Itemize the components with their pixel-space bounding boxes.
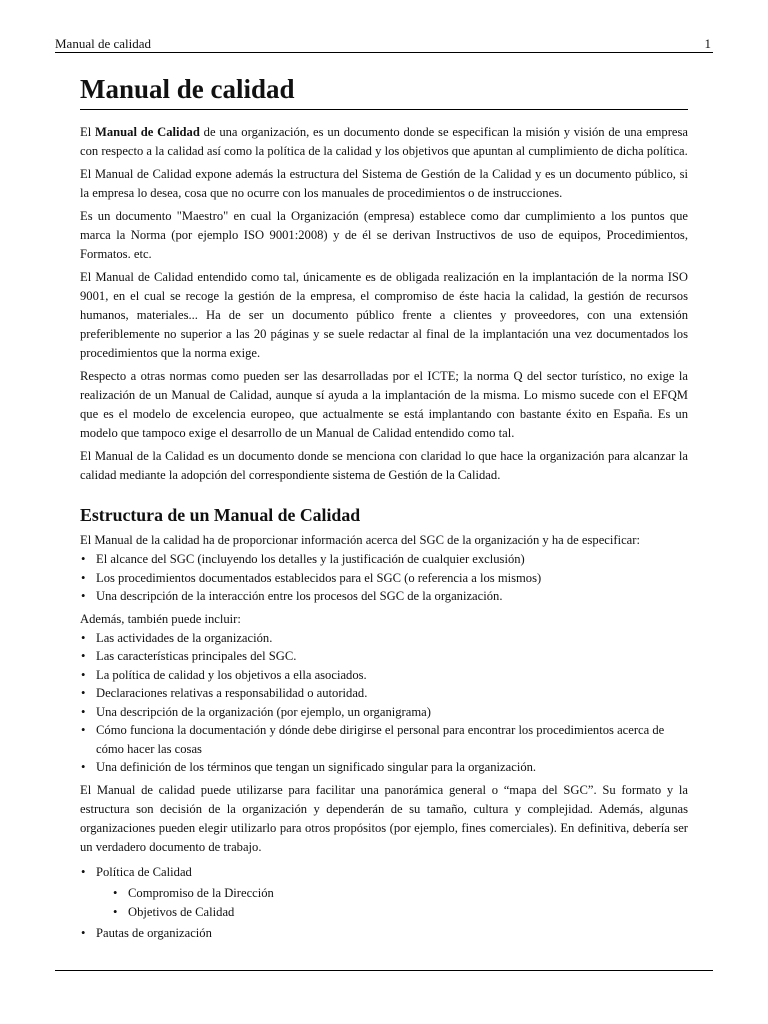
list-item: • Una descripción de la interacción entre los procesos del SGC de la organización.	[80, 587, 688, 606]
list-item: • La política de calidad y los objetivos a ella asociados.	[80, 666, 688, 685]
outline-item	[80, 863, 688, 922]
list-item: • Una descripción de la organización (por ejemplo, un organigrama)	[80, 703, 688, 722]
article-body	[80, 123, 688, 485]
article-title: Manual de calidad	[80, 72, 688, 110]
outline-subitem: • Objetivos de Calidad	[96, 903, 688, 922]
outline-sublist	[96, 884, 688, 921]
optional-list	[80, 629, 688, 777]
header-rule	[55, 52, 713, 53]
running-header-title: Manual de calidad	[55, 36, 152, 51]
paragraph: Es un documento "Maestro" en cual la Organización (empresa) establece como dar cumplimiento a los puntos que marca la Norma (por ejemplo ISO 9001:2008) y de él se derivan Instructivos de uso de equipos, Procedimientos, Formatos. etc.	[80, 209, 688, 261]
paragraph: Respecto a otras normas como pueden ser las desarrolladas por el ICTE; la norma Q del sector turístico, no exige la realización de un Manual de Calidad, aunque sí ayuda a la implantación de la misma. Lo mismo sucede con el EFQM que es el modelo de excelencia europeo, que actualmente se está implantando con bastante éxito en España. Es un modelo que tampoco exige el desarrollo de un Manual de Calidad entendido como tal.	[80, 369, 688, 440]
outline-item-label: Política de Calidad	[96, 864, 192, 879]
list-item: • Las características principales del SGC.	[80, 647, 688, 666]
outline-item: • Pautas de organización	[80, 924, 688, 943]
footer-rule	[55, 970, 713, 971]
list-item: • Las actividades de la organización.	[80, 629, 688, 648]
outline-list	[80, 863, 688, 943]
list-item: • Declaraciones relativas a responsabilidad o autoridad.	[80, 684, 688, 703]
page-content	[80, 72, 688, 947]
required-list	[80, 550, 688, 606]
outline-subitem: • Compromiso de la Dirección	[96, 884, 688, 903]
optional-intro: Además, también puede incluir:	[80, 611, 241, 626]
running-header	[55, 36, 713, 52]
closing-paragraph: El Manual de calidad puede utilizarse para facilitar una panorámica general o “mapa del SGC”. Su formato y la estructura son decisión de la organización y dependerán de su tamaño, cultura y complejidad. Además, algunas organizaciones pueden elegir utilizarlo para otros propósitos (por ejemplo, fines comerciales). En definitiva, debería ser un verdadero documento de trabajo.	[80, 782, 688, 854]
list-item: • Una definición de los términos que tengan un significado singular para la organización.	[80, 758, 688, 777]
intro-bold-term: Manual de Calidad	[94, 125, 200, 139]
paragraph: El Manual de Calidad entendido como tal, únicamente es de obligada realización en la implantación de la norma ISO 9001, en el cual se recoge la gestión de la empresa, el compromiso de éste hacia la calidad, la gestión de recursos humanos, materiales... Ha de ser un documento público frente a clientes y proveedores, con una extensión preferiblemente no superior a las 20 páginas y se suele redactar al final de la implantación una vez documentados los procedimientos que la norma exige.	[80, 270, 688, 360]
paragraph: El Manual de la Calidad es un documento donde se menciona con claridad lo que hace la organización para alcanzar la calidad mediante la adopción del correspondiente sistema de Gestión de la Calidad.	[80, 449, 688, 482]
intro-text-before: El	[80, 125, 95, 139]
list-item: • Los procedimientos documentados establecidos para el SGC (o referencia a los mismos)	[80, 569, 688, 588]
section-intro: El Manual de la calidad ha de proporcionar información acerca del SGC de la organización y ha de especificar:	[80, 533, 640, 547]
paragraph: El Manual de Calidad expone además la estructura del Sistema de Gestión de la Calidad y es un documento público, si la empresa lo desea, cosa que no ocurre con los manuales de procedimientos o de instrucciones.	[80, 167, 688, 200]
page-number: 1	[704, 36, 711, 51]
intro-text-after: de una organización, es un documento donde se especifican la misión y visión de una empresa con respecto a la calidad así como la política de la calidad y los objetivos que apuntan al cumplimiento de dicha política.	[80, 125, 688, 158]
list-item: • El alcance del SGC (incluyendo los detalles y la justificación de cualquier exclusión)	[80, 550, 688, 569]
list-item: • Cómo funciona la documentación y dónde debe dirigirse el personal para encontrar los procedimientos acerca de cómo hacer las cosas	[80, 721, 688, 758]
intro-paragraph	[80, 123, 688, 161]
section-heading: Estructura de un Manual de Calidad	[80, 505, 361, 525]
